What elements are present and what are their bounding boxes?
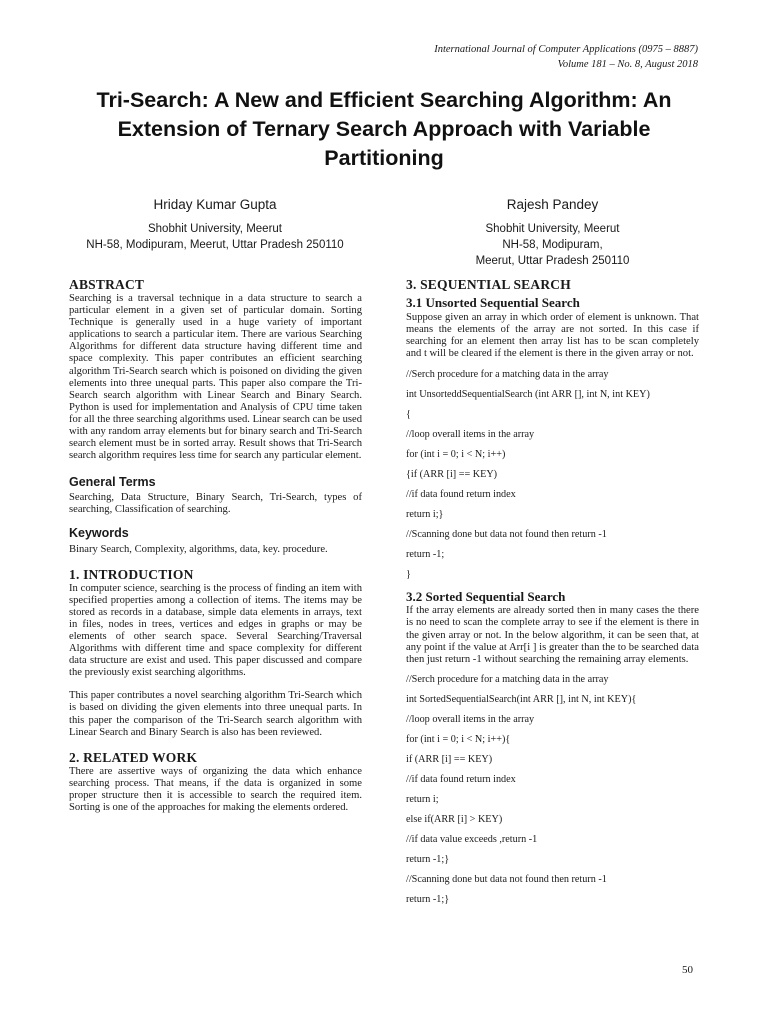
- keywords-text: Binary Search, Complexity, algorithms, data, key. procedure.: [69, 543, 328, 555]
- abstract-heading: ABSTRACT: [69, 277, 145, 292]
- code-line: return -1;}: [406, 893, 450, 905]
- introduction-paragraph-2: This paper contributes a novel searching algorithm Tri-Search which is based on dividing the given elements into three unequal parts. In this paper the comparison of the Tri-Search search algorithm with Linear Search and Binary Search is also has been reviewed.: [69, 690, 362, 738]
- code-line: return i;: [406, 793, 439, 805]
- code-line: int SortedSequentialSearch(int ARR [], int N, int KEY){: [406, 693, 637, 705]
- author-affiliation: Shobhit University, Meerut: [147, 223, 282, 235]
- sorted-code-block: [406, 674, 699, 906]
- code-line: return -1;: [406, 549, 445, 561]
- right-column: [406, 277, 699, 914]
- author-name: Hriday Kumar Gupta: [153, 197, 277, 212]
- unsorted-code-block: [406, 369, 699, 581]
- code-line: //if data found return index: [406, 773, 516, 785]
- code-line: //loop overall items in the array: [406, 429, 535, 441]
- journal-name: International Journal of Computer Applications (0975 – 8887): [434, 44, 698, 55]
- paper-title: [40, 86, 728, 173]
- page-number: 50: [682, 964, 693, 976]
- author-affiliation: Shobhit University, Meerut: [485, 223, 620, 235]
- code-line: for (int i = 0; i < N; i++): [406, 449, 506, 461]
- author-address: NH-58, Modipuram,: [502, 239, 603, 251]
- code-line: for (int i = 0; i < N; i++){: [406, 733, 511, 745]
- code-line: {: [406, 409, 411, 421]
- author-name: Rajesh Pandey: [506, 197, 599, 212]
- journal-volume: Volume 181 – No. 8, August 2018: [557, 59, 698, 70]
- code-line: else if(ARR [i] > KEY): [406, 813, 503, 825]
- left-column: [69, 277, 362, 814]
- code-line: return i;}: [406, 509, 444, 521]
- title-line-1: Tri-Search: A New and Efficient Searching Algorithm: An: [96, 88, 672, 112]
- journal-header: [434, 42, 698, 72]
- code-line: //Serch procedure for a matching data in the array: [406, 673, 609, 685]
- code-line: }: [406, 569, 411, 581]
- author-address-line-2: Meerut, Uttar Pradesh 250110: [475, 255, 630, 267]
- related-work-heading: 2. RELATED WORK: [69, 749, 198, 765]
- keywords-heading: Keywords: [69, 525, 129, 540]
- introduction-paragraph-1: In computer science, searching is the process of finding an item with specified properties among a collection of items. The items may be stored as records in a database, simple data elements in arrays, text in files, nodes in trees, vertices and edges in graphs or may be elements of other search space. Several Searching/Traversal Algorithms with different time and space complexity for different data structure are exist and used. This paper discussed and compare the previously exist searching algorithms.: [69, 582, 362, 679]
- general-terms-heading: General Terms: [69, 475, 156, 490]
- general-terms-text: Searching, Data Structure, Binary Search, Tri-Search, types of searching, Classification of searching.: [69, 492, 362, 516]
- sorted-search-text: If the array elements are already sorted then in many cases the there is no need to scan the complete array to see if the element is there in the given array or not. In the below algorithm, it can be seen that, at any point if the value at Arr[i ] is greater than the to be searched data then just return -1 without searching the remaining array elements.: [406, 605, 699, 665]
- code-line: return -1;}: [406, 853, 450, 865]
- code-line: int UnsorteddSequentialSearch (int ARR [], int N, int KEY): [406, 389, 650, 401]
- code-line: //Serch procedure for a matching data in the array: [406, 369, 609, 381]
- title-line-3: Partitioning: [324, 146, 444, 170]
- abstract-text: Searching is a traversal technique in a data structure to search a particular element in a given set of particular domain. Sorting Technique is generally used in a huge variety of important applications to search a particular item. There are various Searching Algorithms for different data structure having different time and space complexity. This paper contributes an efficient searching algorithm Tri-Search search which is poisoned on dividing the given elements into three unequal parts. This paper also compare the Tri-Search search algorithm with Linear Search and Binary Search. Python is used for implementation and Analysis of CPU time taken for all the three searching algorithms used. Linear search can be used with any random array elements but for binary search and Tri-Search search element must be in sorted array. Result shows that Tri-Search search algorithm requires less time for search any particular element.: [69, 293, 362, 462]
- code-line: //if data found return index: [406, 489, 516, 501]
- code-line: //Scanning done but data not found then return -1: [406, 873, 607, 885]
- author-block-2: [410, 195, 695, 269]
- unsorted-search-heading: 3.1 Unsorted Sequential Search: [406, 295, 580, 310]
- code-line: //Scanning done but data not found then return -1: [406, 529, 607, 541]
- code-line: //loop overall items in the array: [406, 713, 535, 725]
- related-work-text: There are assertive ways of organizing the data which enhance searching process. That means, if the data is organized in some proper structure then it is accessible to search the required item. Sorting is one of the approaches for making the elements ordered.: [69, 765, 362, 813]
- introduction-heading: 1. INTRODUCTION: [69, 566, 194, 582]
- sorted-search-heading: 3.2 Sorted Sequential Search: [406, 589, 566, 605]
- title-line-2: Extension of Ternary Search Approach with Variable: [117, 117, 651, 141]
- sequential-search-heading: 3. SEQUENTIAL SEARCH: [406, 277, 571, 292]
- code-line: //if data value exceeds ,return -1: [406, 833, 538, 845]
- code-line: if (ARR [i] == KEY): [406, 753, 493, 765]
- unsorted-search-text: Suppose given an array in which order of element is unknown. That means the elements of the array are not sorted. In this case if searching for an element then array list has to be scan completely and t will be cleared if the element is there in the given array or not.: [406, 312, 699, 360]
- author-block-1: [70, 195, 360, 253]
- code-line: {if (ARR [i] == KEY): [406, 469, 498, 481]
- author-address: NH-58, Modipuram, Meerut, Uttar Pradesh 250110: [86, 239, 344, 251]
